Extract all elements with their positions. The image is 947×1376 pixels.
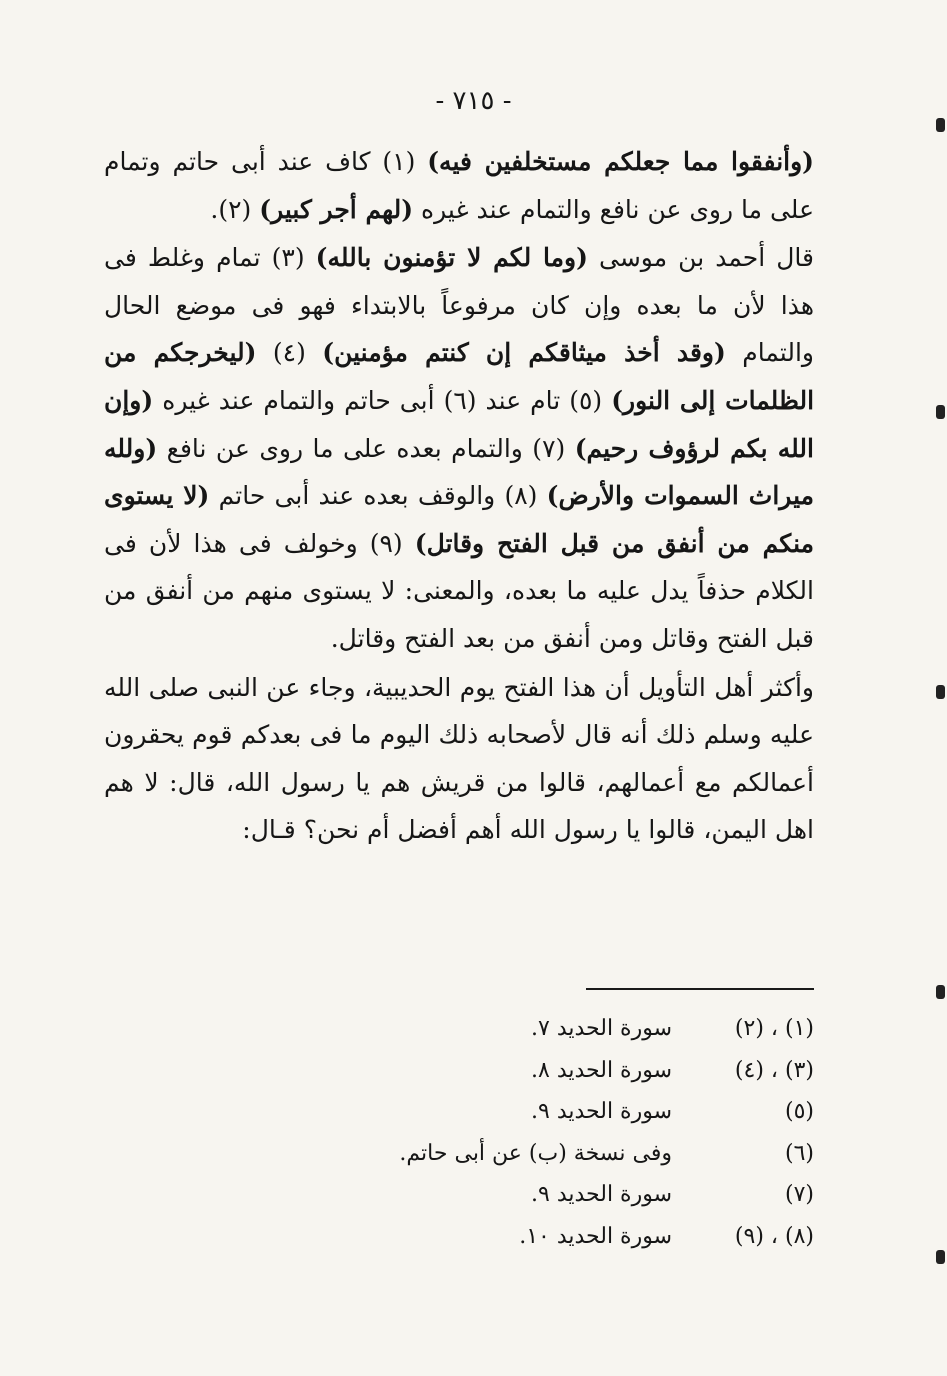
footnotes	[104, 1008, 814, 1257]
footnote-marker: (٥)	[784, 1099, 814, 1125]
commentary-text: قال أحمد بن موسى	[599, 243, 814, 273]
paragraph-2	[104, 234, 814, 662]
commentary-text: (٨) والوقف بعده عند أبى حاتم	[218, 481, 538, 511]
footnote-text: سورة الحديد ٧.	[531, 1016, 672, 1042]
page-number: - ٧١٥ -	[435, 86, 512, 116]
commentary-text: (٧) والتمام بعده على ما روى عن نافع	[166, 433, 566, 463]
quran-verse: (وما لكم لا تؤمنون بالله)	[315, 243, 588, 273]
commentary-text: (٤)	[272, 338, 306, 368]
footnote-marker: (٧)	[784, 1182, 814, 1208]
quran-verse: (لا يستوى منكم من أنفق من قبل الفتح وقاتل)	[104, 481, 815, 558]
paragraph-1	[104, 138, 814, 233]
commentary-text: (١) كاف عند أبى حاتم وتمام على ما روى عن نافع والتمام عند غيره	[104, 147, 814, 224]
quran-verse: (وإن الله بكم لرؤوف رحيم)	[104, 385, 814, 463]
scan-edge-mark	[936, 405, 945, 419]
footnote-row	[104, 1174, 814, 1216]
footnote-marker: (٨) ، (٩)	[734, 1223, 814, 1249]
scan-edge-mark	[936, 685, 945, 699]
quran-verse: (وأنفقوا مما جعلكم مستخلفين فيه)	[427, 147, 814, 176]
scan-edge-mark	[936, 985, 945, 999]
quran-verse: (ليخرجكم من الظلمات إلى النور)	[104, 338, 815, 415]
footnote-text: سورة الحديد ٨.	[531, 1057, 672, 1083]
footnote-text: وفى نسخة (ب) عن أبى حاتم.	[399, 1140, 672, 1166]
footnote-marker: (٣) ، (٤)	[734, 1057, 814, 1083]
footnote-marker: (٦)	[784, 1140, 814, 1166]
footnote-row	[104, 1133, 814, 1175]
commentary-text: (٣) تمام وغلط فى هذا لأن ما بعده وإن كان مرفوعاً بالابتداء فهو فى موضع الحال والتمام	[104, 243, 814, 368]
footnote-text: سورة الحديد ٩.	[531, 1099, 672, 1125]
quran-verse: (لهم أجر كبير)	[259, 194, 414, 224]
quran-verse: (وقد أخذ ميثاقكم إن كنتم مؤمنين)	[322, 338, 726, 368]
footnote-divider	[586, 988, 814, 990]
footnote-row	[104, 1008, 814, 1050]
footnote-row	[104, 1216, 814, 1258]
commentary-text: وأكثر أهل التأويل أن هذا الفتح يوم الحديبية، وجاء عن النبى صلى الله عليه وسلم ذلك أنه قال لأصحابه ذلك اليوم ما فى بعدكم قوم يحقرون أعمالكم مع أعمالهم، قالوا من قريش هم يا رسول الله، قال: لا هم اهل اليمن، قالوا يا رسول الله أهم أفضل أم نحن؟ قـال:	[104, 672, 814, 845]
commentary-text: (٥) تام عند (٦) أبى حاتم والتمام عند غيره	[162, 385, 603, 415]
footnote-marker: (١) ، (٢)	[734, 1016, 814, 1042]
footnote-row	[104, 1050, 814, 1092]
footnote-text: سورة الحديد ١٠.	[519, 1223, 672, 1249]
commentary-text: (٢).	[210, 194, 252, 224]
scan-edge-mark	[936, 118, 945, 132]
paragraph-3	[104, 664, 814, 854]
footnote-text: سورة الحديد ٩.	[531, 1182, 672, 1208]
footnote-row	[104, 1091, 814, 1133]
scan-edge-mark	[936, 1250, 945, 1264]
commentary-text: (٩) وخولف فى هذا لأن فى الكلام حذفاً يدل عليه ما بعده، والمعنى: لا يستوى منهم من أنفق من قبل الفتح وقاتل ومن أنفق من بعد الفتح وقاتل.	[104, 528, 814, 653]
main-text	[104, 138, 814, 855]
quran-verse: (ولله ميراث السموات والأرض)	[104, 433, 814, 511]
